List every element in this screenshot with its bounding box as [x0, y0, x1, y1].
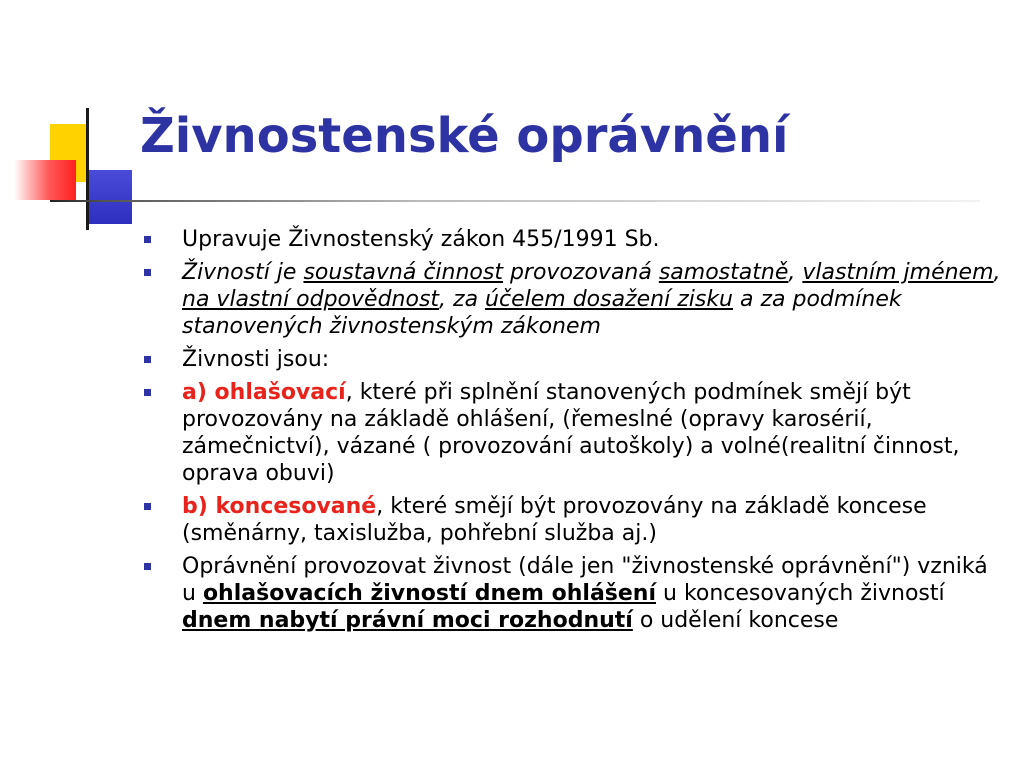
- bullet-item-koncesovane: [144, 493, 1004, 547]
- bullet-square-icon: [144, 563, 151, 570]
- decor-blue-square: [88, 170, 132, 224]
- bullet-item-opravneni: [144, 553, 1004, 634]
- bullet-text: , které při splnění stanovených podmínek smějí být provozovány na základě ohlášení, (řemeslné (opravy karosérií, zámečnictví), vázané ( provozování autoškoly) a volné(realitní činnost, oprava obuvi): [182, 380, 960, 486]
- bullet-square-icon: [144, 389, 151, 396]
- bullet-text: , za: [439, 287, 486, 312]
- term-ohlasovaci-dnem-ohlaseni: ohlašovacích živností dnem ohlášení: [202, 581, 657, 606]
- bullet-list: [144, 226, 1004, 640]
- bullet-text: Upravuje Živnostenský zákon 455/1991 Sb.: [182, 227, 660, 252]
- bullet-text: Živností je: [182, 260, 304, 285]
- term-na-vlastni-odpovednost: na vlastní odpovědnost: [182, 287, 440, 312]
- bullet-text: ,: [788, 260, 803, 285]
- decor-vertical-line: [86, 108, 89, 230]
- bullet-text: o udělení koncese: [632, 608, 839, 633]
- term-soustavna-cinnost: soustavná činnost: [303, 260, 503, 285]
- bullet-text: a za podmínek stanovených živnostenským zákonem: [182, 287, 902, 339]
- term-ucelem-dosazeni-zisku: účelem dosažení zisku: [485, 287, 733, 312]
- bullet-square-icon: [144, 269, 151, 276]
- term-dnem-nabyti-pravni-moci: dnem nabytí právní moci rozhodnutí: [182, 608, 633, 633]
- title-underline: [50, 200, 980, 202]
- bullet-text: u koncesovaných živností: [656, 581, 945, 606]
- highlight-ohlasovaci: a) ohlašovací: [182, 380, 346, 405]
- bullet-square-icon: [144, 236, 151, 243]
- bullet-square-icon: [144, 503, 151, 510]
- bullet-text: Živnosti jsou:: [182, 347, 330, 372]
- bullet-text: Oprávnění provozovat živnost (dále jen "živnostenské oprávnění") vzniká u: [182, 554, 988, 606]
- bullet-text: , které smějí být provozovány na základě koncese (směnárny, taxislužba, pohřební služba aj.): [182, 494, 927, 546]
- decor-red-square: [14, 160, 76, 200]
- bullet-item: [144, 346, 1004, 373]
- bullet-text: ,: [993, 260, 1001, 285]
- term-vlastnim-jmenem: vlastním jménem: [802, 260, 994, 285]
- bullet-item: [144, 226, 1004, 253]
- bullet-item-definition: [144, 259, 1004, 340]
- slide-title: Živnostenské oprávnění: [140, 108, 789, 164]
- term-samostatne: samostatně: [658, 260, 789, 285]
- highlight-koncesovane: b) koncesované: [182, 494, 377, 519]
- bullet-item-ohlasovaci: [144, 379, 1004, 487]
- bullet-square-icon: [144, 356, 151, 363]
- bullet-text: provozovaná: [502, 260, 659, 285]
